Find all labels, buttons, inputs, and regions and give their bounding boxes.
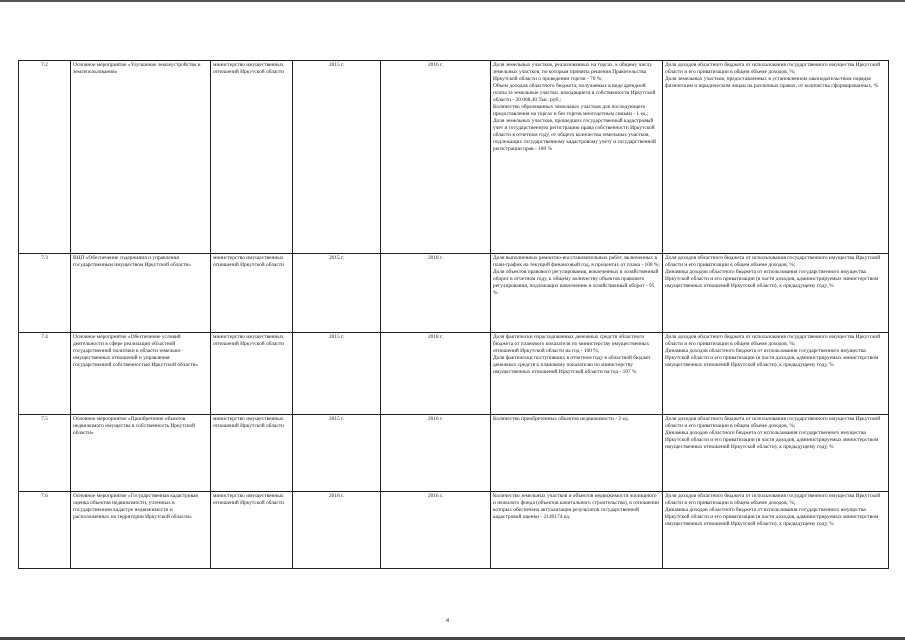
result-indicators: Доля земельных участков, реализованных на торгах, к общему числу земельных участков, по которым приняты решения Правительства Иркутской области о проведении торгов - 70 %; Объем доходов областного бюджета, получаемых в виде арендной платы за земельные участки, находящиеся в собственности Иркутской области - 20 068,40 Тыс. руб.; Количество образованных земельных участков для последующего предоставления на торгах и без торгов многодетным семьям - 1 ед.; Доля земельных участков, прошедших государственный кадастровый учет и государственную регистрацию права собственности Иркутской области в отчетном году, от общего количества земельных участков, подлежащих государственному кадастровому учету и государственной регистрации прав - 100 % (491, 61, 663, 254)
executor: министерство имущественных отношений Иркутской области (211, 333, 293, 415)
page-top-edge (0, 0, 905, 2)
program-events-table (18, 60, 889, 569)
executor: министерство имущественных отношений Иркутской области (211, 61, 293, 254)
executor: министерство имущественных отношений Иркутской области (211, 492, 293, 569)
start-year: 2015 г. (293, 254, 381, 333)
page-number: 4 (446, 618, 449, 624)
end-year: 2016 г. (381, 415, 491, 492)
result-indicators: Количество приобретенных объектов недвижимости - 2 ед. (491, 415, 663, 492)
row-number: 7.6 (19, 492, 71, 569)
result-indicators: Доля выполненных ремонтно-восстановительных работ, включенных в план-график на текущий финансовый год, в процентах от плана - 100 %; Доля объектов правового регулирования, вовлеченных в хозяйственный оборот в отчетном году, к общему количеству объектов правового регулирования, подлежащих вовлечению в хозяйственный оборот - 95 % (491, 254, 663, 333)
executor: министерство имущественных отношений Иркутской области (211, 415, 293, 492)
event-name: Основное мероприятие «Приобретение объектов недвижимого имущества в собственность Иркутской области» (71, 415, 211, 492)
result-indicators: Доля фактически израсходованных денежных средств областного бюджета от планового показателя по министерству имущественных отношений Иркутской области на год - 100 %; Доля фактически поступивших в отчетном году в областной бюджет денежных средств к плановому показателю по министерству имущественных отношений Иркутской области на год - 107 % (491, 333, 663, 415)
row-number: 7.5 (19, 415, 71, 492)
table-row (19, 61, 889, 254)
end-year: 2018 г. (381, 333, 491, 415)
table-row (19, 415, 889, 492)
table-row (19, 254, 889, 333)
event-name: Основное мероприятие «Улучшение землеустройства и землепользования» (71, 61, 211, 254)
target-link: Доля доходов областного бюджета от использования государственного имущества Иркутской области и его приватизации в общем объеме доходов, %; Динамика доходов областного бюджета от использования государственного имущества Иркутской области и его приватизации (в части доходов, администрируемых министерством имущественных отношений Иркутской области), к предыдущему году, % (663, 333, 889, 415)
start-year: 2015 г. (293, 333, 381, 415)
table-row (19, 333, 889, 415)
target-link: Доля доходов областного бюджета от использования государственного имущества Иркутской области и его приватизации в общем объеме доходов, %; Динамика доходов областного бюджета от использования государственного имущества Иркутской области и его приватизации (в части доходов, администрируемых министерством имущественных отношений Иркутской области), к предыдущему году, % (663, 415, 889, 492)
start-year: 2016 г. (293, 492, 381, 569)
row-number: 7.2 (19, 61, 71, 254)
event-name: Основное мероприятие «Обеспечение условий деятельности в сфере реализации областной государственной политики в области земельно-имущественных отношений и управления государственной собственностью Иркутской области» (71, 333, 211, 415)
target-link: Доля доходов областного бюджета от использования государственного имущества Иркутской области и его приватизации в общем объеме доходов, %; Доля земельных участков, предоставленных в установленном законодательством порядке физическим и юридическим лицам на различных правах, от количества сформированных, % (663, 61, 889, 254)
start-year: 2015 г. (293, 415, 381, 492)
row-number: 7.3 (19, 254, 71, 333)
target-link: Доля доходов областного бюджета от использования государственного имущества Иркутской области и его приватизации в общем объеме доходов, %; Динамика доходов областного бюджета от использования государственного имущества Иркутской области и его приватизации (в части доходов, администрируемых министерством имущественных отношений Иркутской области), к предыдущему году, % (663, 254, 889, 333)
result-indicators: Количество земельных участков и объектов недвижимости жилищного и нежилого фонда (объектов капитального строительства), в отношении которых обеспечена актуализация результатов государственной кадастровой оценки - 2140174 ед. (491, 492, 663, 569)
end-year: 2016 г. (381, 492, 491, 569)
end-year: 2018 г. (381, 254, 491, 333)
event-name: ВЦП «Обеспечение содержания и управления государственным имуществом Иркутской области» (71, 254, 211, 333)
event-name: Основное мероприятие «Государственная кадастровая оценка объектов недвижимости, учтенных в государственном кадастре недвижимости и расположенных на территории Иркутской области» (71, 492, 211, 569)
table-row (19, 492, 889, 569)
end-year: 2016 г. (381, 61, 491, 254)
start-year: 2015 г. (293, 61, 381, 254)
executor: министерство имущественных отношений Иркутской области (211, 254, 293, 333)
row-number: 7.4 (19, 333, 71, 415)
target-link: Доля доходов областного бюджета от использования государственного имущества Иркутской области и его приватизации в общем объеме доходов, %; Динамика доходов областного бюджета от использования государственного имущества Иркутской области и его приватизации (в части доходов, администрируемых министерством имущественных отношений Иркутской области), к предыдущему году, % (663, 492, 889, 569)
